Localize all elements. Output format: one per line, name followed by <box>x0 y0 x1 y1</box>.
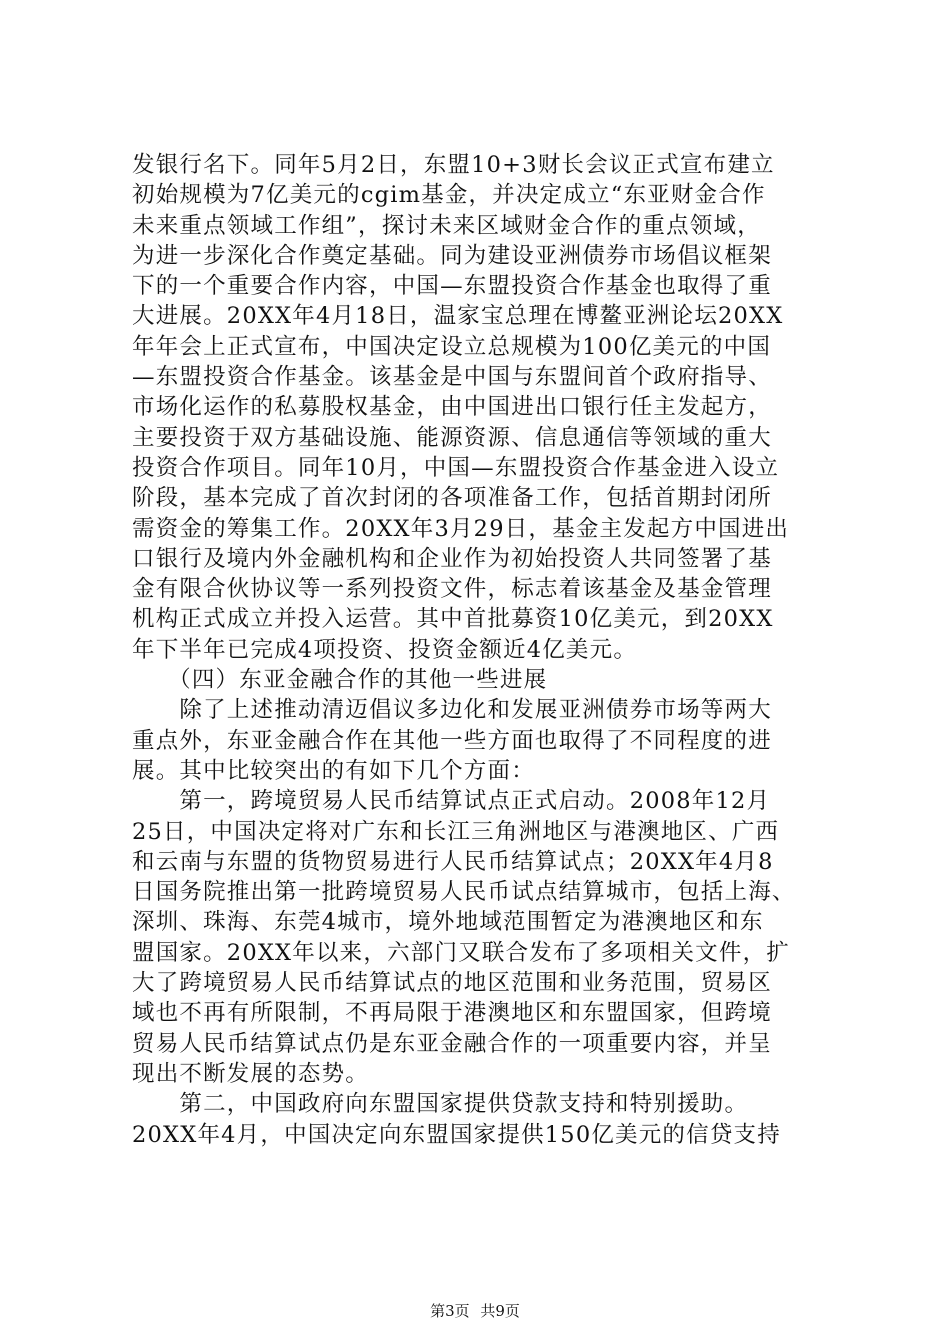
text-line: 需资金的筹集工作。20XX年3月29日，基金主发起方中国进出 <box>132 515 790 542</box>
text-line: 重点外，东亚金融合作在其他一些方面也取得了不同程度的进 <box>132 727 772 754</box>
text-line: 除了上述推动清迈倡议多边化和发展亚洲债券市场等两大 <box>132 697 772 724</box>
section-heading: （四）东亚金融合作的其他一些进展 <box>132 667 548 694</box>
text-line: 深圳、珠海、东莞4城市，境外地域范围暂定为港澳地区和东 <box>132 909 764 936</box>
text-line: —东盟投资合作基金。该基金是中国与东盟间首个政府指导、 <box>132 364 772 391</box>
text-line: 现出不断发展的态势。 <box>132 1060 370 1087</box>
text-line: 阶段，基本完成了首次封闭的各项准备工作，包括首期封闭所 <box>132 485 772 512</box>
page-footer <box>0 1300 950 1321</box>
text-line: 展。其中比较突出的有如下几个方面： <box>132 757 535 784</box>
text-line: 盟国家。20XX年以来，六部门又联合发布了多项相关文件，扩 <box>132 939 790 966</box>
text-line: 大了跨境贸易人民币结算试点的地区范围和业务范围，贸易区 <box>132 970 772 997</box>
text-line: 市场化运作的私募股权基金，由中国进出口银行任主发起方， <box>132 394 772 421</box>
text-line: 年年会上正式宣布，中国决定设立总规模为100亿美元的中国 <box>132 333 772 360</box>
text-line: 下的一个重要合作内容，中国—东盟投资合作基金也取得了重 <box>132 273 772 300</box>
text-line: 25日，中国决定将对广东和长江三角洲地区与港澳地区、广西 <box>132 818 780 845</box>
page-number: 第3页 <box>430 1302 470 1320</box>
text-line: 第二，中国政府向东盟国家提供贷款支持和特别援助。 <box>132 1091 749 1118</box>
text-line: 口银行及境内外金融机构和企业作为初始投资人共同签署了基 <box>132 545 772 572</box>
text-line: 未来重点领域工作组”，探讨未来区域财金合作的重点领域， <box>132 212 761 239</box>
text-line: 投资合作项目。同年10月，中国—东盟投资合作基金进入设立 <box>132 454 780 481</box>
text-line: 和云南与东盟的货物贸易进行人民币结算试点；20XX年4月8 <box>132 848 774 875</box>
text-line: 初始规模为7亿美元的cgim基金，并决定成立“东亚财金合作 <box>132 182 766 209</box>
body-text <box>132 150 832 1150</box>
text-line: 大进展。20XX年4月18日，温家宝总理在博鳌亚洲论坛20XX <box>132 303 784 330</box>
text-line: 日国务院推出第一批跨境贸易人民币试点结算城市，包括上海、 <box>132 879 796 906</box>
text-line: 机构正式成立并投入运营。其中首批募资10亿美元，到20XX <box>132 606 774 633</box>
text-line: 年下半年已完成4项投资、投资金额近4亿美元。 <box>132 636 638 663</box>
page-total: 共9页 <box>480 1302 520 1320</box>
text-line: 第一，跨境贸易人民币结算试点正式启动。2008年12月 <box>132 788 771 815</box>
text-line: 金有限合伙协议等一系列投资文件，标志着该基金及基金管理 <box>132 576 772 603</box>
text-line: 贸易人民币结算试点仍是东亚金融合作的一项重要内容，并呈 <box>132 1030 772 1057</box>
text-line: 主要投资于双方基础设施、能源资源、信息通信等领域的重大 <box>132 424 772 451</box>
text-line: 发银行名下。同年5月2日，东盟10+3财长会议正式宣布建立 <box>132 152 775 178</box>
text-line: 域也不再有所限制，不再局限于港澳地区和东盟国家，但跨境 <box>132 1000 772 1027</box>
text-line: 为进一步深化合作奠定基础。同为建设亚洲债券市场倡议框架 <box>132 242 772 269</box>
text-line: 20XX年4月，中国决定向东盟国家提供150亿美元的信贷支持 <box>132 1121 781 1148</box>
